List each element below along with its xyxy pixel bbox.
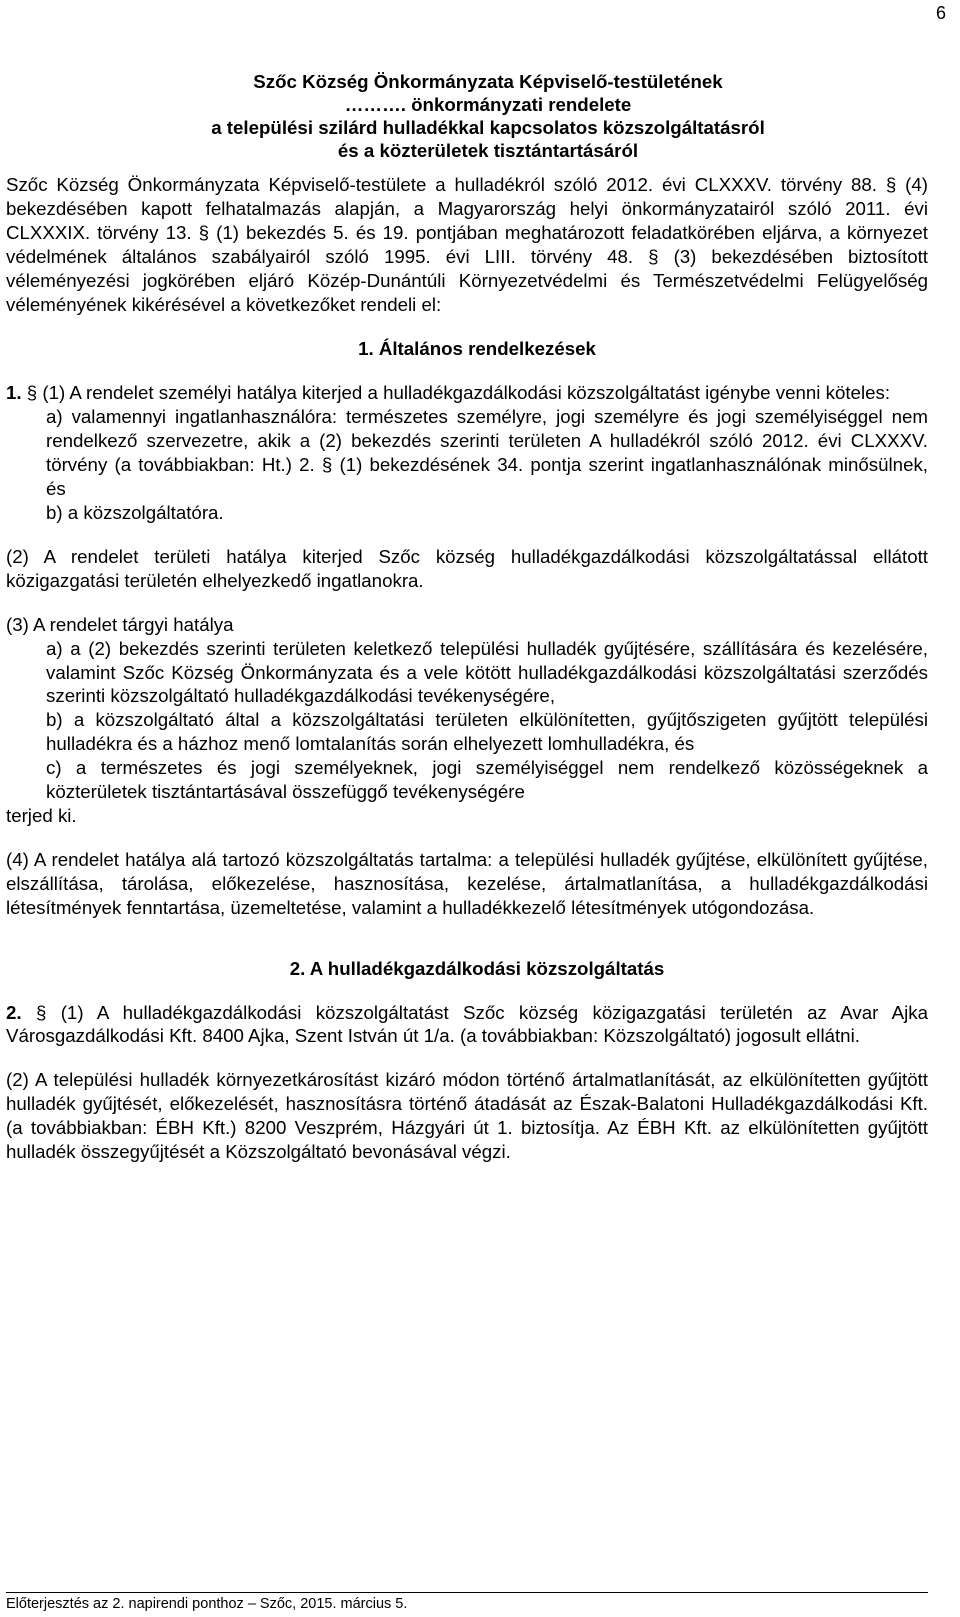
document-body xyxy=(6,70,928,1164)
section-1-paragraph-3-end: terjed ki. xyxy=(6,804,77,826)
section-2-paragraph-1-text: § (1) A hulladékgazdálkodási közszolgáltatást Szőc község közigazgatási területén az Avar Ajka Városgazdálkodási Kft. 8400 Ajka, Szent István út 1/a. (a továbbiakban: Közszolgáltató) jogosult ellátni. xyxy=(6,1001,928,1047)
preamble-paragraph: Szőc Község Önkormányzata Képviselő-testülete a hulladékról szóló 2012. évi CLXXXV. törvény 88. § (4) bekezdésében kapott felhatalmazás alapján, a Magyarország helyi önkormányzatairól szóló 2011. évi CLXXXIX. törvény 13. § (1) bekezdés 5. és 19. pontjában meghatározott feladatkörében eljárva, a környezet védelmének általános szabályairól szóló 1995. évi LIII. törvény 48. § (3) bekezdésében biztosított véleményezési jogkörében eljáró Közép-Dunántúli Környezetvédelmi és Természetvédelmi Felügyelőség véleményének kikérésével a következőket rendeli el: xyxy=(6,174,928,315)
section-1-paragraph-1-text: § (1) A rendelet személyi hatálya kiterjed a hulladékgazdálkodási közszolgáltatást igénybe venni köteles: xyxy=(21,382,891,404)
page-number: 6 xyxy=(936,3,947,23)
page-footer: Előterjesztés az 2. napirendi ponthoz – Szőc, 2015. március 5. xyxy=(6,1592,928,1613)
section-1-heading: 1. Általános rendelkezések xyxy=(358,338,596,360)
section-1-number: 1. xyxy=(6,382,22,404)
section-1-item-a: a) valamennyi ingatlanhasználóra: természetes személyre, jogi személyre és jogi személyiséggel nem rendelkező szervezetre, akik a (2) bekezdés szerinti területen A hulladékról szóló 2012. évi CLXXXV. törvény (a továbbiakban: Ht.) 2. § (1) bekezdésének 34. pontja szerint ingatlanhasználónak minősülnek, és xyxy=(46,406,928,500)
title-line-2: ………. önkormányzati rendelete xyxy=(344,94,632,115)
section-1-paragraph-3-item-a: a) a (2) bekezdés szerinti területen keletkező települési hulladék gyűjtésére, szállítására és kezelésére, valamint Szőc Község Önkormányzata és a vele kötött hulladékgazdálkodási közszolgáltatási szerződés szerinti közszolgáltató hulladékgazdálkodási tevékenységére, xyxy=(46,637,928,707)
section-1-paragraph-4: (4) A rendelet hatálya alá tartozó közszolgáltatás tartalma: a települési hulladék gyűjtése, elkülönített gyűjtése, elszállítása, tárolása, előkezelése, hasznosítása, kezelése, ártalmatlanítása, a hulladékgazdálkodási létesítmények fenntartása, üzemeltetése, valamint a hulladékkezelő létesítmények utógondozása. xyxy=(6,848,928,918)
section-1-paragraph-3-item-b: b) a közszolgáltató által a közszolgáltatási területen elkülönítetten, gyűjtőszigeten gyűjtött települési hulladékra és a házhoz menő lomtalanítás során elhelyezett lomhulladékra, és xyxy=(46,709,928,755)
document-title xyxy=(48,70,928,162)
section-1-paragraph-1 xyxy=(6,381,928,405)
section-1-item-b: b) a közszolgáltatóra. xyxy=(46,501,224,523)
section-2-number: 2. xyxy=(6,1001,22,1023)
section-2-paragraph-2: (2) A települési hulladék környezetkárosítást kizáró módon történő ártalmatlanítását, az elkülönítetten gyűjtött hulladék gyűjtését, előkezelését, hasznosításra történő átadását az Észak-Balatoni Hulladékgazdálkodási Kft. (a továbbiakban: ÉBH Kft.) 8200 Veszprém, Házgyári út 1. biztosítja. Az ÉBH Kft. az elkülönítetten gyűjtött hulladék összegyűjtését a Közszolgáltató bevonásával végzi. xyxy=(6,1069,928,1163)
title-line-1: Szőc Község Önkormányzata Képviselő-testületének xyxy=(253,71,723,92)
title-line-3: a települési szilárd hulladékkal kapcsolatos közszolgáltatásról xyxy=(211,117,765,138)
title-line-4: és a közterületek tisztántartásáról xyxy=(337,140,639,161)
section-2-paragraph-1 xyxy=(6,1001,928,1049)
section-1-paragraph-3-item-c: c) a természetes és jogi személyeknek, jogi személyiséggel nem rendelkező közösségeknek a közterületek tisztántartásával összefüggő tevékenységére xyxy=(46,757,928,803)
section-1-paragraph-2: (2) A rendelet területi hatálya kiterjed Szőc község hulladékgazdálkodási közszolgáltatással ellátott közigazgatási területén elhelyezkedő ingatlanokra. xyxy=(6,545,928,591)
section-2-heading: 2. A hulladékgazdálkodási közszolgáltatás xyxy=(289,957,665,979)
section-1-paragraph-3: (3) A rendelet tárgyi hatálya xyxy=(6,613,234,635)
